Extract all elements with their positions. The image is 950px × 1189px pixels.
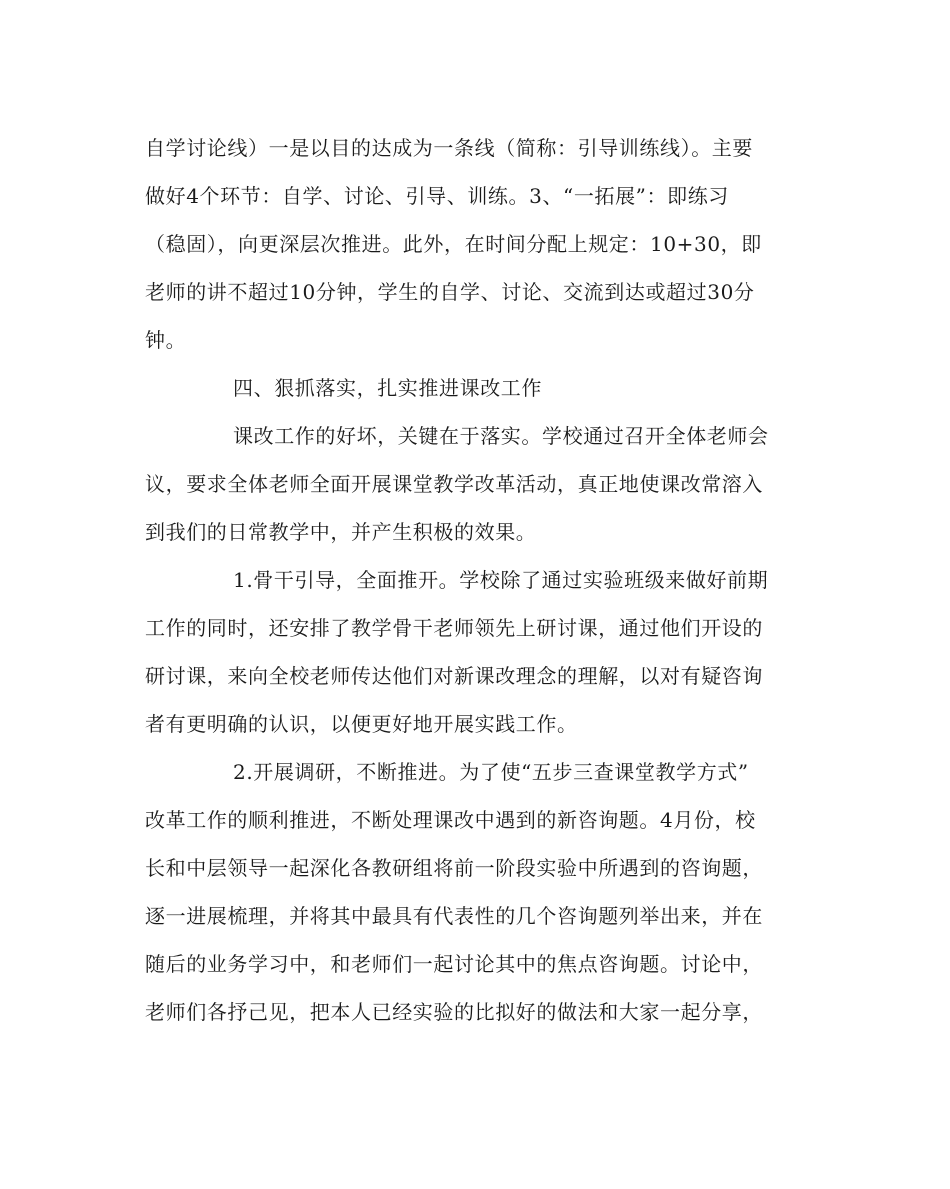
text-line: 2.开展调研，不断推进。为了使“五步三查课堂教学方式” bbox=[233, 760, 749, 784]
text-line: 长和中层领导一起深化各教研组将前一阶段实验中所遇到的咨询题， bbox=[145, 856, 763, 880]
text-line: 课改工作的好坏，关键在于落实。学校通过召开全体老师会 bbox=[233, 424, 769, 448]
text-line: 自学讨论线）一是以目的达成为一条线（简称：引导训练线）。主要 bbox=[145, 136, 753, 160]
text-line: 议，要求全体老师全面开展课堂教学改革活动，真正地使课改常溶入 bbox=[145, 472, 763, 496]
text-line: 老师的讲不超过10分钟，学生的自学、讨论、交流到达或超过30分 bbox=[145, 280, 755, 304]
text-line: 随后的业务学习中，和老师们一起讨论其中的焦点咨询题。讨论中， bbox=[145, 952, 763, 976]
text-line: 者有更明确的认识，以便更好地开展实践工作。 bbox=[145, 712, 578, 736]
text-line: 老师们各抒己见，把本人已经实验的比拟好的做法和大家一起分享， bbox=[145, 1000, 763, 1024]
text-line: 研讨课，来向全校老师传达他们对新课改理念的理解，以对有疑咨询 bbox=[145, 664, 763, 688]
text-line: 做好4个环节：自学、讨论、引导、训练。3、“一拓展”：即练习 bbox=[145, 184, 729, 208]
text-line: 改革工作的顺利推进，不断处理课改中遇到的新咨询题。4月份，校 bbox=[145, 808, 756, 832]
text-line: 工作的同时，还安排了教学骨干老师领先上研讨课，通过他们开设的 bbox=[145, 616, 763, 640]
text-line: 钟。 bbox=[145, 328, 187, 352]
text-line: （稳固），向更深层次推进。此外，在时间分配上规定：10+30，即 bbox=[145, 232, 762, 256]
section-heading: 四、狠抓落实，扎实推进课改工作 bbox=[233, 376, 542, 400]
text-line: 逐一进展梳理，并将其中最具有代表性的几个咨询题列举出来，并在 bbox=[145, 904, 763, 928]
text-line: 到我们的日常教学中，并产生积极的效果。 bbox=[145, 520, 537, 544]
text-line: 1.骨干引导，全面推开。学校除了通过实验班级来做好前期 bbox=[233, 568, 769, 592]
